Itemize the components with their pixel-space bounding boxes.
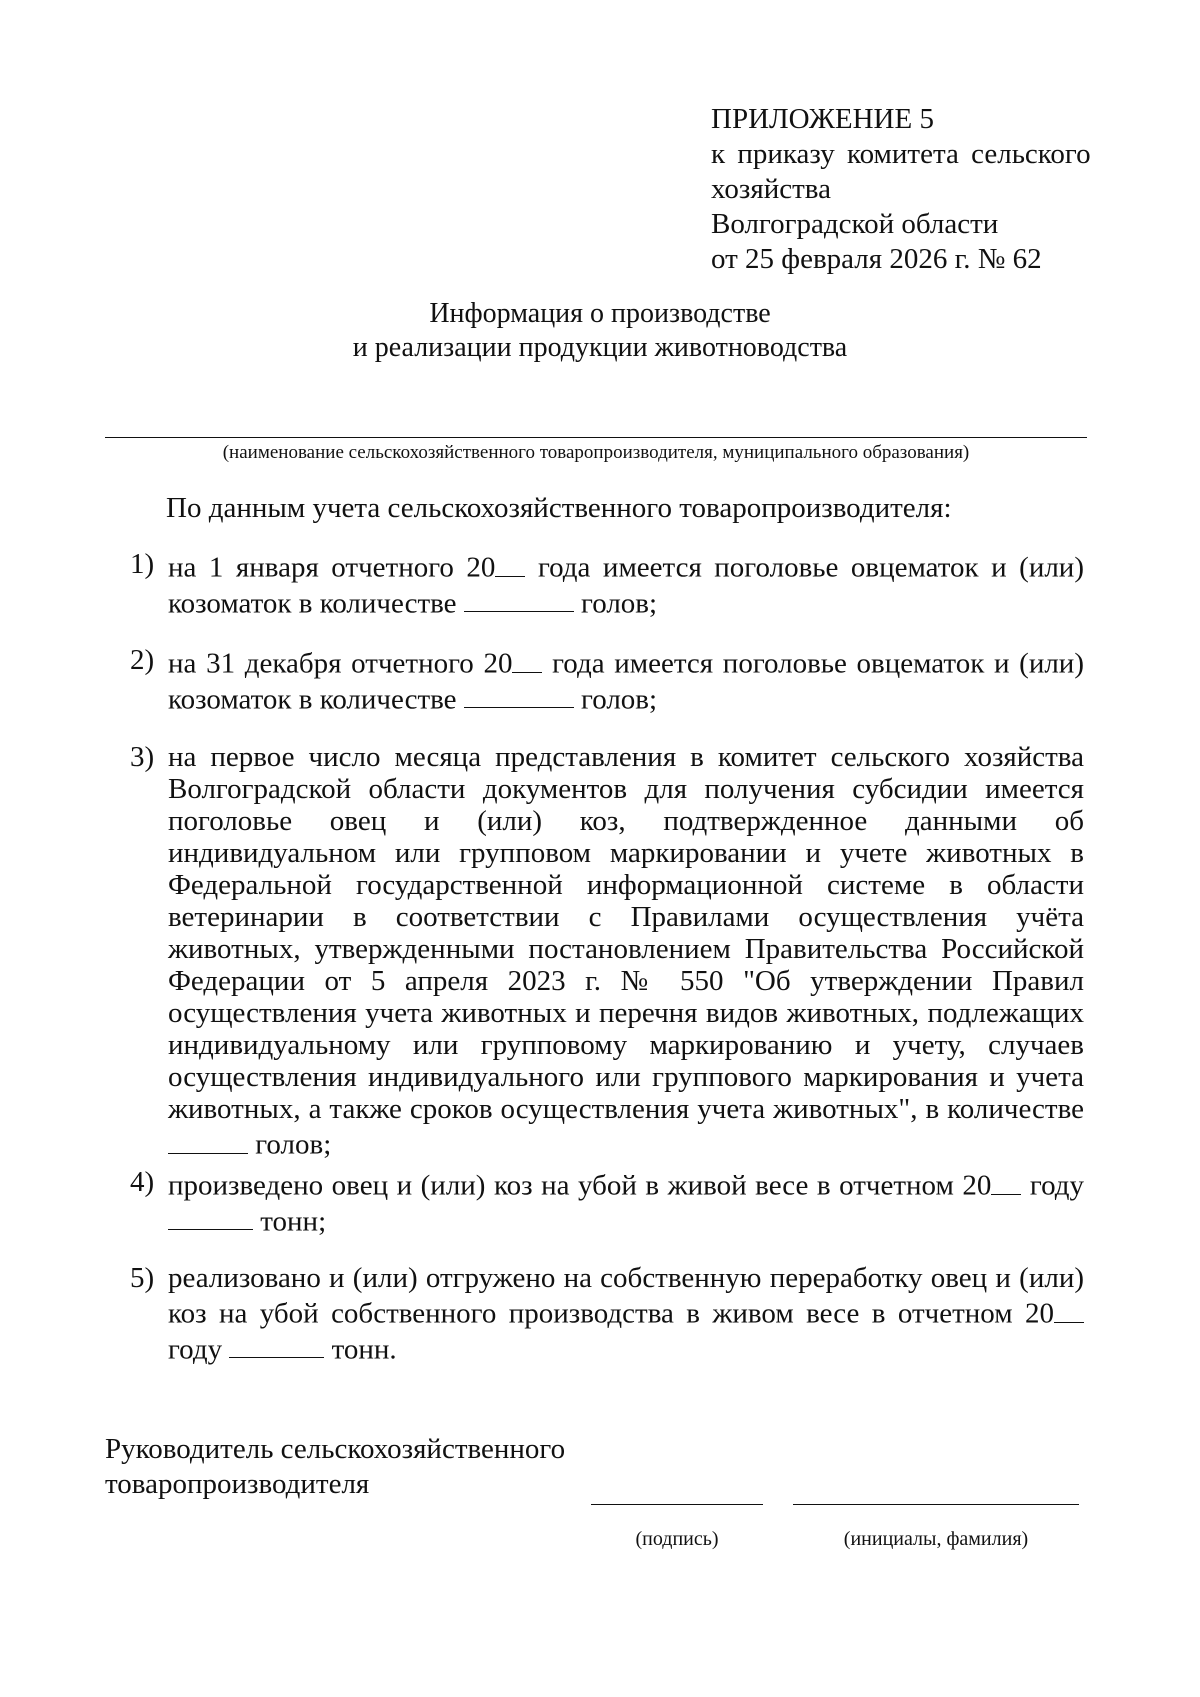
signature-caption: (подпись) xyxy=(635,1528,719,1550)
item-text-part: голов; xyxy=(573,683,658,716)
list-item xyxy=(130,1262,1084,1365)
item-text-part: году xyxy=(1021,1169,1084,1202)
item-number: 5) xyxy=(130,1262,155,1294)
item-text-part: тонн; xyxy=(253,1205,327,1238)
item-text-part: на 1 января отчетного 20 xyxy=(168,551,496,584)
appendix-order-line: к приказу комитета сельского xyxy=(711,138,1091,170)
item-text-part: реализовано и (или) отгружено на собственную переработку овец и (или) коз на убой собственного производства в живом весе в отчетном 20 xyxy=(168,1262,1084,1330)
signer-role xyxy=(105,1432,565,1502)
year-blank xyxy=(495,548,525,577)
count-blank xyxy=(168,1125,248,1154)
item-text-part: на первое число месяца представления в комитет сельского хозяйства Волгоградской области документов для получения субсидии имеется поголовье овец и (или) коз, подтвержденное данными об индивидуальном или групповом маркировании и учете животных в Федеральной государственной информационной системе в области ветеринарии в соответствии с Правилами осуществления учёта животных, утвержденными постановлением Правительства Российской Федерации от 5 апреля 2023 г. № 550 "Об утверждении Правил осуществления учета животных и перечня видов животных, подлежащих индивидуальному или групповому маркированию и учету, случаев осуществления индивидуального или группового маркирования и учета животных, а также сроков осуществления учета животных", в количестве xyxy=(168,741,1084,1125)
list-item xyxy=(130,548,1084,619)
count-blank xyxy=(464,584,574,613)
item-text-part: году xyxy=(168,1333,230,1366)
document-title-line-2: и реализации продукции животноводства xyxy=(352,332,848,363)
item-number: 2) xyxy=(130,644,155,676)
item-text-part: произведено овец и (или) коз на убой в живой весе в отчетном 20 xyxy=(168,1169,992,1202)
producer-name-caption: (наименование сельскохозяйственного товаропроизводителя, муниципального образования) xyxy=(222,442,970,463)
appendix-committee-line: хозяйства xyxy=(711,173,831,205)
appendix-header xyxy=(711,102,1091,277)
item-text-part: голов; xyxy=(248,1128,332,1161)
item-text xyxy=(168,741,1084,1161)
item-text xyxy=(168,1262,1084,1365)
appendix-date-line: от 25 февраля 2026 г. № 62 xyxy=(711,243,1042,275)
signature-field xyxy=(591,1504,763,1505)
count-blank xyxy=(464,680,574,709)
signer-role-line-2: товаропроизводителя xyxy=(105,1468,370,1500)
item-text-part: тонн. xyxy=(324,1333,397,1366)
item-number: 1) xyxy=(130,548,155,580)
list-item xyxy=(130,741,1084,1161)
full-name-caption: (инициалы, фамилия) xyxy=(843,1528,1029,1550)
item-text-part: голов; xyxy=(573,587,658,620)
item-text-part: года имеется поголовье овцематок и (или) козоматок в количестве xyxy=(168,647,1084,716)
signer-role-line-1: Руководитель сельскохозяйственного xyxy=(105,1433,566,1465)
list-item xyxy=(130,1166,1084,1237)
item-text xyxy=(168,644,1084,715)
appendix-region-line: Волгоградской области xyxy=(711,208,999,240)
full-name-field xyxy=(793,1504,1079,1505)
list-item xyxy=(130,644,1084,715)
appendix-title: ПРИЛОЖЕНИЕ 5 xyxy=(711,103,934,135)
year-blank xyxy=(1054,1294,1084,1323)
year-blank xyxy=(512,644,542,673)
year-blank xyxy=(991,1166,1021,1195)
item-text-part: на 31 декабря отчетного 20 xyxy=(168,647,513,680)
item-number: 3) xyxy=(130,741,155,773)
producer-name-field xyxy=(105,437,1087,438)
document-title-line-1: Информация о производстве xyxy=(429,298,771,329)
item-number: 4) xyxy=(130,1166,155,1198)
item-text-part: года имеется поголовье овцематок и (или) козоматок в количестве xyxy=(168,551,1084,620)
tonnage-blank xyxy=(229,1330,324,1359)
item-text xyxy=(168,548,1084,619)
document-title xyxy=(200,297,1000,365)
tonnage-blank xyxy=(168,1202,253,1231)
item-text xyxy=(168,1166,1084,1237)
intro-text: По данным учета сельскохозяйственного товаропроизводителя: xyxy=(166,492,952,524)
